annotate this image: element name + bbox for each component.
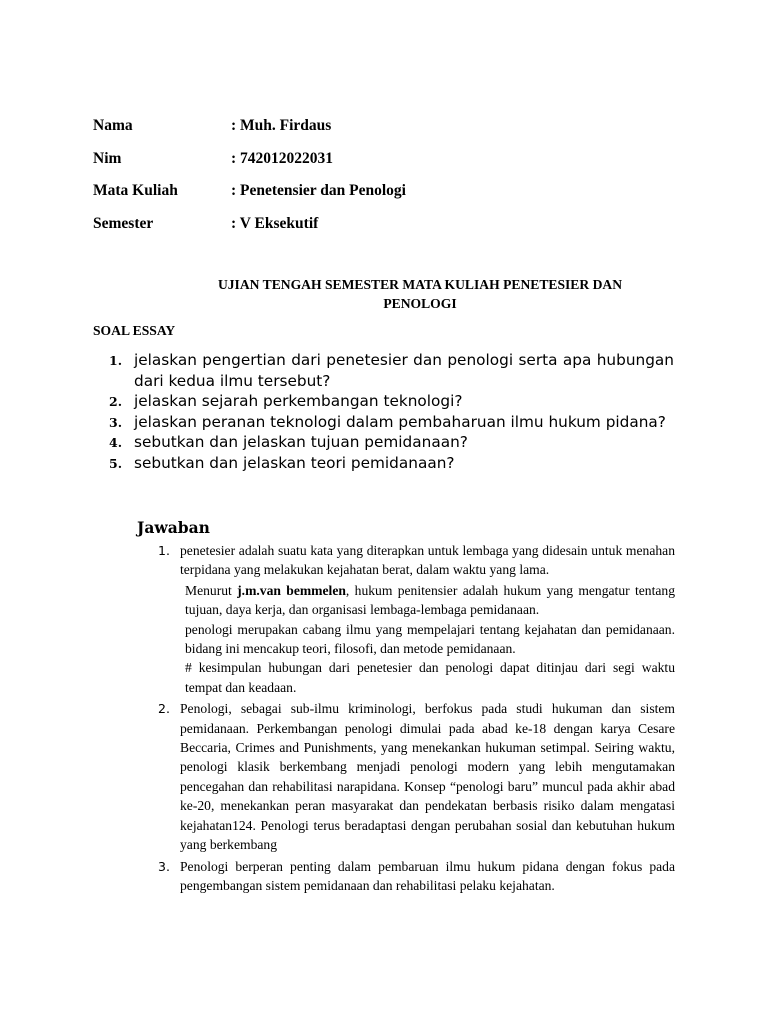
list-item: [137, 699, 675, 854]
info-label: Nama: [93, 117, 133, 134]
info-label: Nim: [93, 149, 122, 167]
list-item: [93, 432, 674, 453]
list-item: [93, 350, 674, 391]
list-item: [93, 453, 674, 474]
info-label: Semester: [93, 214, 154, 232]
list-number: 2.: [109, 394, 123, 409]
list-number: 4.: [109, 435, 123, 450]
list-number: 1.: [158, 543, 170, 558]
answer-paragraph: Penologi, sebagai sub-ilmu kriminologi, berfokus pada studi hukuman dan sistem pemidanaan. Perkembangan penologi dimulai pada abad ke-18 dengan karya Cesare Beccaria, Crimes and Punishments, yang menekankan hukuman setimpal. Seiring waktu, penologi klasik berkembang menjadi penologi modern yang lebih mengutamakan pencegahan dan rehabilitasi narapidana. Konsep “penologi baru” muncul pada akhir abad ke-20, menekankan peran masyarakat dan pendekatan berbasis risiko dalam mengatasi kejahatan124. Penologi terus beradaptasi dengan perubahan sosial dan kebutuhan hukum yang berkembang: [180, 701, 675, 853]
answer-text: , hukum penitensier adalah hukum yang mengatur tentang tujuan, daya kerja, dan organisasi lembaga-lembaga pemidanaan.: [185, 582, 675, 618]
info-label: Mata Kuliah: [93, 182, 178, 199]
answer-paragraph: penetesier adalah suatu kata yang diterapkan untuk lembaga yang didesain untuk menahan terpidana yang melakukan kejahatan berat, dalam waktu yang lama.: [180, 543, 675, 578]
info-value: : Muh. Firdaus: [231, 117, 332, 134]
question-text: jelaskan pengertian dari penetesier dan penologi serta apa hubungan dari kedua ilmu tersebut?: [134, 351, 674, 390]
list-number: 2.: [158, 701, 170, 717]
question-text: jelaskan peranan teknologi dalam pembaharuan ilmu hukum pidana?: [134, 412, 666, 431]
answer-paragraph: # kesimpulan hubungan dari penetesier dan penologi dapat ditinjau dari segi waktu tempat dan keadaan.: [185, 660, 675, 695]
info-value: : 742012022031: [231, 149, 334, 167]
exam-title-line: UJIAN TENGAH SEMESTER MATA KULIAH PENETESIER DAN: [217, 277, 623, 292]
list-item: [137, 541, 675, 697]
info-row-semester: [93, 214, 693, 247]
jawaban-heading: Jawaban: [137, 518, 210, 537]
list-number: 3.: [158, 858, 170, 874]
question-list: [93, 350, 674, 473]
info-row-nama: [93, 116, 693, 149]
answer-paragraph: [180, 581, 675, 620]
info-value: : V Eksekutif: [231, 214, 319, 232]
exam-title-line: PENOLOGI: [383, 296, 457, 311]
answer-paragraph: penologi merupakan cabang ilmu yang mempelajari tentang kejahatan dan pemidanaan. bidang ini mencakup teori, filosofi, dan metode pemidanaan.: [185, 621, 675, 657]
answer-list: [137, 541, 675, 897]
list-number: 1.: [109, 353, 123, 368]
question-text: sebutkan dan jelaskan teori pemidanaan?: [134, 453, 455, 472]
answer-text: Menurut: [185, 582, 238, 598]
info-row-nim: [93, 149, 693, 182]
list-number: 3.: [109, 414, 123, 430]
list-item: [93, 412, 674, 433]
info-row-mata-kuliah: [93, 181, 693, 214]
cited-author: j.m.van bemmelen: [237, 582, 346, 598]
list-item: [137, 857, 675, 896]
question-text: sebutkan dan jelaskan tujuan pemidanaan?: [134, 433, 468, 451]
answer-paragraph: Penologi berperan penting dalam pembaruan ilmu hukum pidana dengan fokus pada pengembangan sistem pemidanaan dan rehabilitasi pelaku kejahatan.: [180, 858, 675, 893]
list-number: 5.: [109, 455, 123, 471]
student-info: [93, 116, 693, 246]
soal-heading: SOAL ESSAY: [93, 323, 176, 338]
list-item: [93, 391, 674, 412]
question-text: jelaskan sejarah perkembangan teknologi?: [134, 392, 463, 410]
exam-title: [185, 275, 655, 313]
info-value: : Penetensier dan Penologi: [231, 182, 406, 199]
